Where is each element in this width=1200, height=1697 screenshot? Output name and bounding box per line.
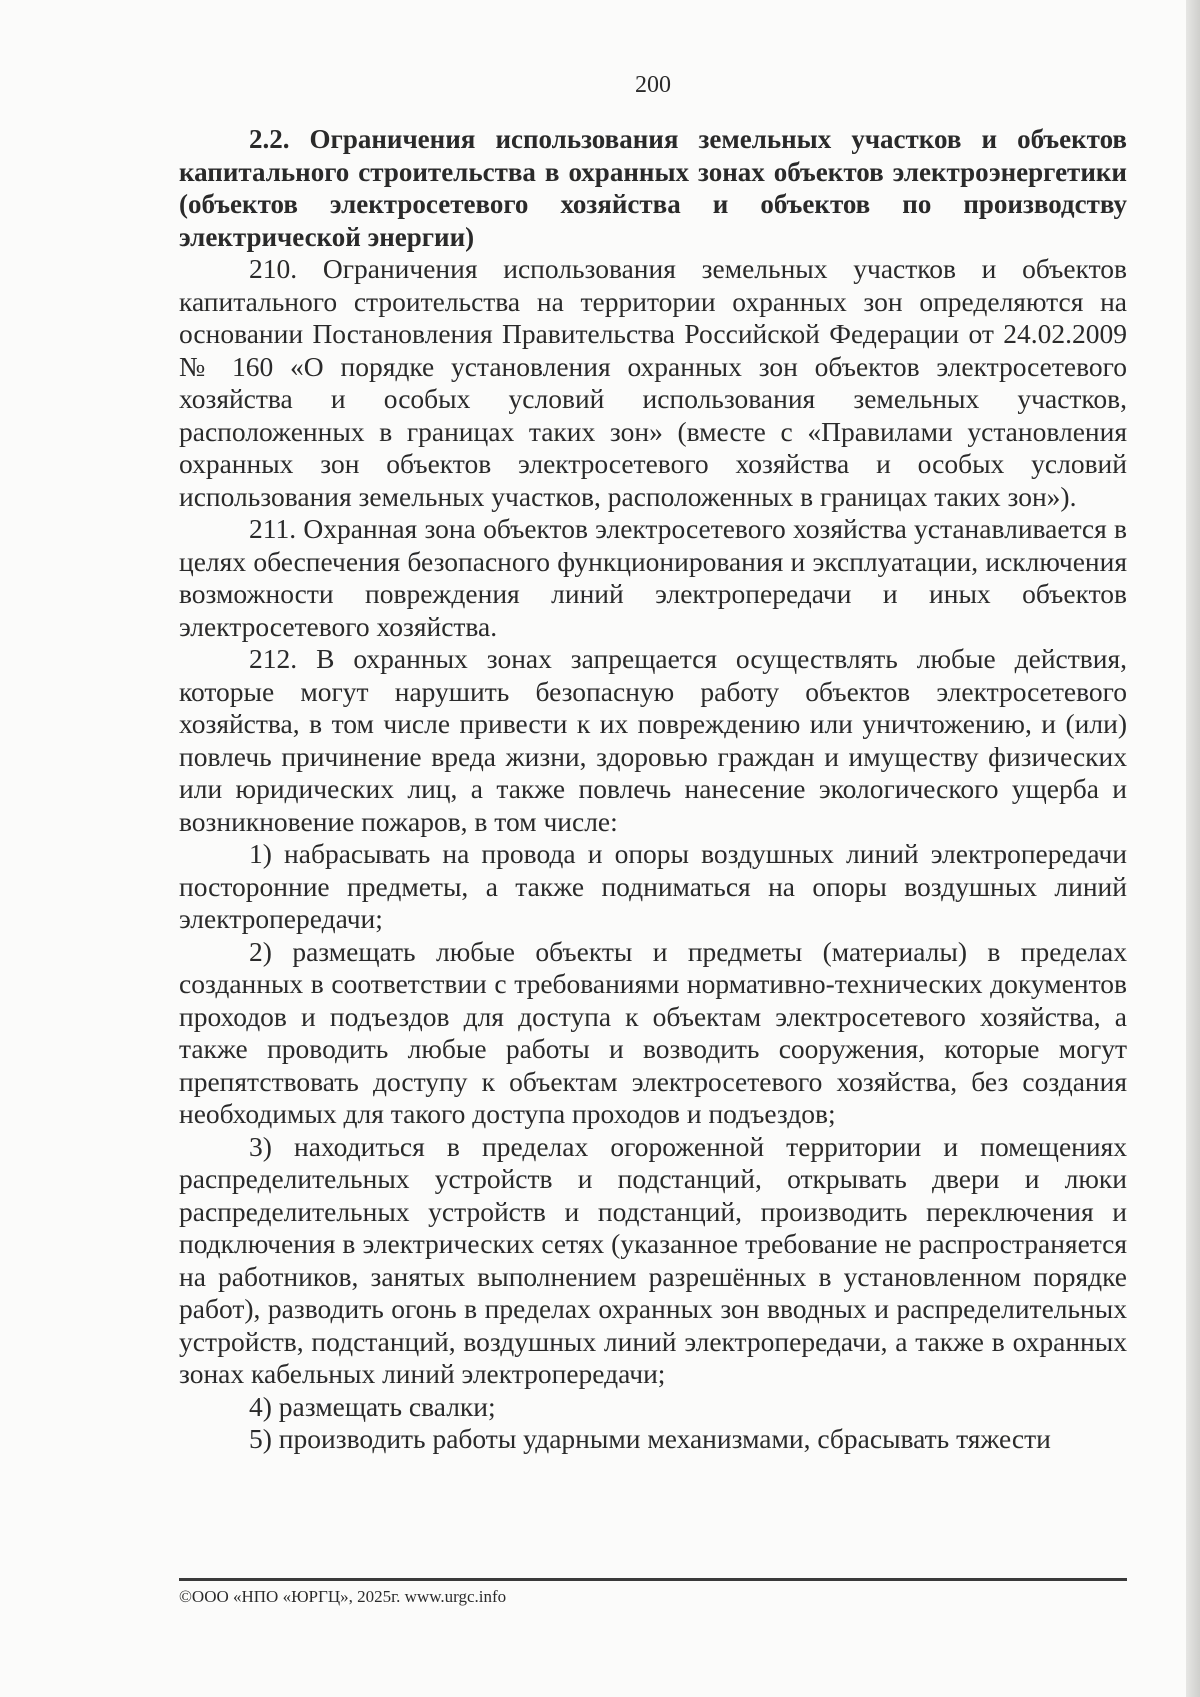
- page-edge: [1186, 0, 1200, 1697]
- list-item-1: 1) набрасывать на провода и опоры воздушных линий электропередачи посторонние предметы, а также подниматься на опоры воздушных линий электропередачи;: [179, 838, 1127, 934]
- list-item-4: 4) размещать свалки;: [249, 1390, 496, 1422]
- footer-copyright: ©ООО «НПО «ЮРГЦ», 2025г. www.urgc.info: [179, 1587, 507, 1606]
- page-number: 200: [635, 72, 671, 98]
- paragraph-211: 211. Охранная зона объектов электросетевого хозяйства устанавливается в целях обеспечения безопасного функционирования и эксплуатации, исключения возможности повреждения линий электропередачи и иных объектов электросетевого хозяйства.: [179, 513, 1127, 642]
- paragraph-210: 210. Ограничения использования земельных участков и объектов капитального строительства на территории охранных зон определяются на основании Постановления Правительства Российской Федерации от 24.02.2009 № 160 «О порядке установления охранных зон объектов электросетевого хозяйства и особых условий использования земельных участков, расположенных в границах таких зон» (вместе с «Правилами установления охранных зон объектов электросетевого хозяйства и особых условий использования земельных участков, расположенных в границах таких зон»).: [179, 253, 1127, 512]
- page-content: [179, 72, 1127, 1456]
- paragraph-212: 212. В охранных зонах запрещается осуществлять любые действия, которые могут нарушить безопасную работу объектов электросетевого хозяйства, в том числе привести к их повреждению или уничтожению, и (или) повлечь причинение вреда жизни, здоровью граждан и имуществу физических или юридических лиц, а также повлечь нанесение экологического ущерба и возникновение пожаров, в том числе:: [179, 643, 1127, 837]
- list-item-2: 2) размещать любые объекты и предметы (материалы) в пределах созданных в соответствии с требованиями нормативно-технических документов проходов и подъездов для доступа к объектам электросетевого хозяйства, а также проводить любые работы и возводить сооружения, которые могут препятствовать доступу к объектам электросетевого хозяйства, без создания необходимых для такого доступа проходов и подъездов;: [179, 935, 1127, 1129]
- list-item-5: 5) производить работы ударными механизмами, сбрасывать тяжести: [249, 1423, 1051, 1454]
- footer-divider: [179, 1578, 1127, 1581]
- section-heading: 2.2. Ограничения использования земельных участков и объектов капитального строительства в охранных зонах объектов электроэнергетики (объектов электросетевого хозяйства и объектов по производству электрической энергии): [179, 124, 1127, 252]
- list-item-3: 3) находиться в пределах огороженной территории и помещениях распределительных устройств и подстанций, открывать двери и люки распределительных устройств и подстанций, производить переключения и подключения в электрических сетях (указанное требование не распространяется на работников, занятых выполнением разрешённых в установленном порядке работ), разводить огонь в пределах охранных зон вводных и распределительных устройств, подстанций, воздушных линий электропередачи, а также в охранных зонах кабельных линий электропередачи;: [179, 1130, 1127, 1389]
